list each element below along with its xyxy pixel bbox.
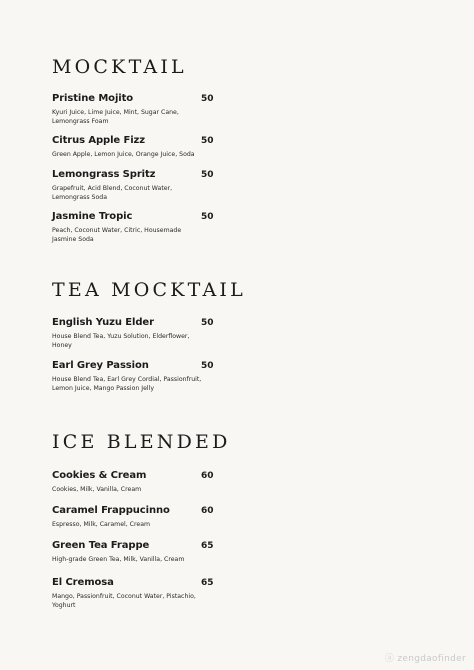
section-title-tea-mocktail: TEA MOCKTAIL [52,279,246,301]
item-description: Mango, Passionfruit, Coconut Water, Pistachio, Yoghurt [52,593,196,610]
menu-item-jasmine-tropic [52,210,222,244]
menu-item-citrus-apple-fizz [52,134,222,159]
menu-item-english-yuzu-elder [52,316,222,350]
item-price: 50 [201,318,214,328]
item-price: 50 [201,94,214,104]
menu-item-cookies-and-cream [52,469,222,494]
item-name: Cookies & Cream [52,470,147,481]
item-price: 50 [201,136,214,146]
item-price: 50 [201,361,214,371]
item-description: Green Apple, Lemon Juice, Orange Juice, Soda [52,151,195,158]
item-price: 50 [201,170,214,180]
item-description: House Blend Tea, Earl Grey Cordial, Passionfruit, Lemon Juice, Mango Passion Jelly [52,376,202,393]
item-description: Grapefruit, Acid Blend, Coconut Water, Lemongrass Soda [52,185,173,202]
menu-item-pristine-mojito [52,92,222,126]
item-name: Citrus Apple Fizz [52,135,145,146]
item-price: 65 [201,541,214,551]
item-name: Lemongrass Spritz [52,169,156,180]
item-description: High-grade Green Tea, Milk, Vanilla, Cream [52,556,185,563]
item-description: Peach, Coconut Water, Citric, Housemade Jasmine Soda [52,227,182,244]
item-price: 60 [201,471,214,481]
item-name: Jasmine Tropic [52,211,133,222]
menu-item-el-cremosa [52,576,222,610]
section-title-mocktail: MOCKTAIL [52,56,187,78]
item-name: Caramel Frappucinno [52,505,170,516]
item-description: Espresso, Milk, Caramel, Cream [52,521,151,528]
menu-item-caramel-frappucinno [52,504,222,529]
menu-item-lemongrass-spritz [52,168,222,202]
section-title-ice-blended: ICE BLENDED [52,431,231,453]
watermark: ⓐ zengdaofinder [384,654,466,664]
menu-item-green-tea-frappe [52,539,222,564]
item-description: House Blend Tea, Yuzu Solution, Elderflower, Honey [52,333,190,350]
item-name: Green Tea Frappe [52,540,150,551]
item-description: Kyuri Juice, Lime Juice, Mint, Sugar Cane, Lemongrass Foam [52,109,179,126]
item-price: 65 [201,578,214,588]
item-price: 50 [201,212,214,222]
item-name: English Yuzu Elder [52,317,154,328]
menu-item-earl-grey-passion [52,359,222,393]
item-description: Cookies, Milk, Vanilla, Cream [52,486,142,493]
item-name: Earl Grey Passion [52,360,149,371]
item-name: El Cremosa [52,577,114,588]
item-price: 60 [201,506,214,516]
item-name: Pristine Mojito [52,93,134,104]
